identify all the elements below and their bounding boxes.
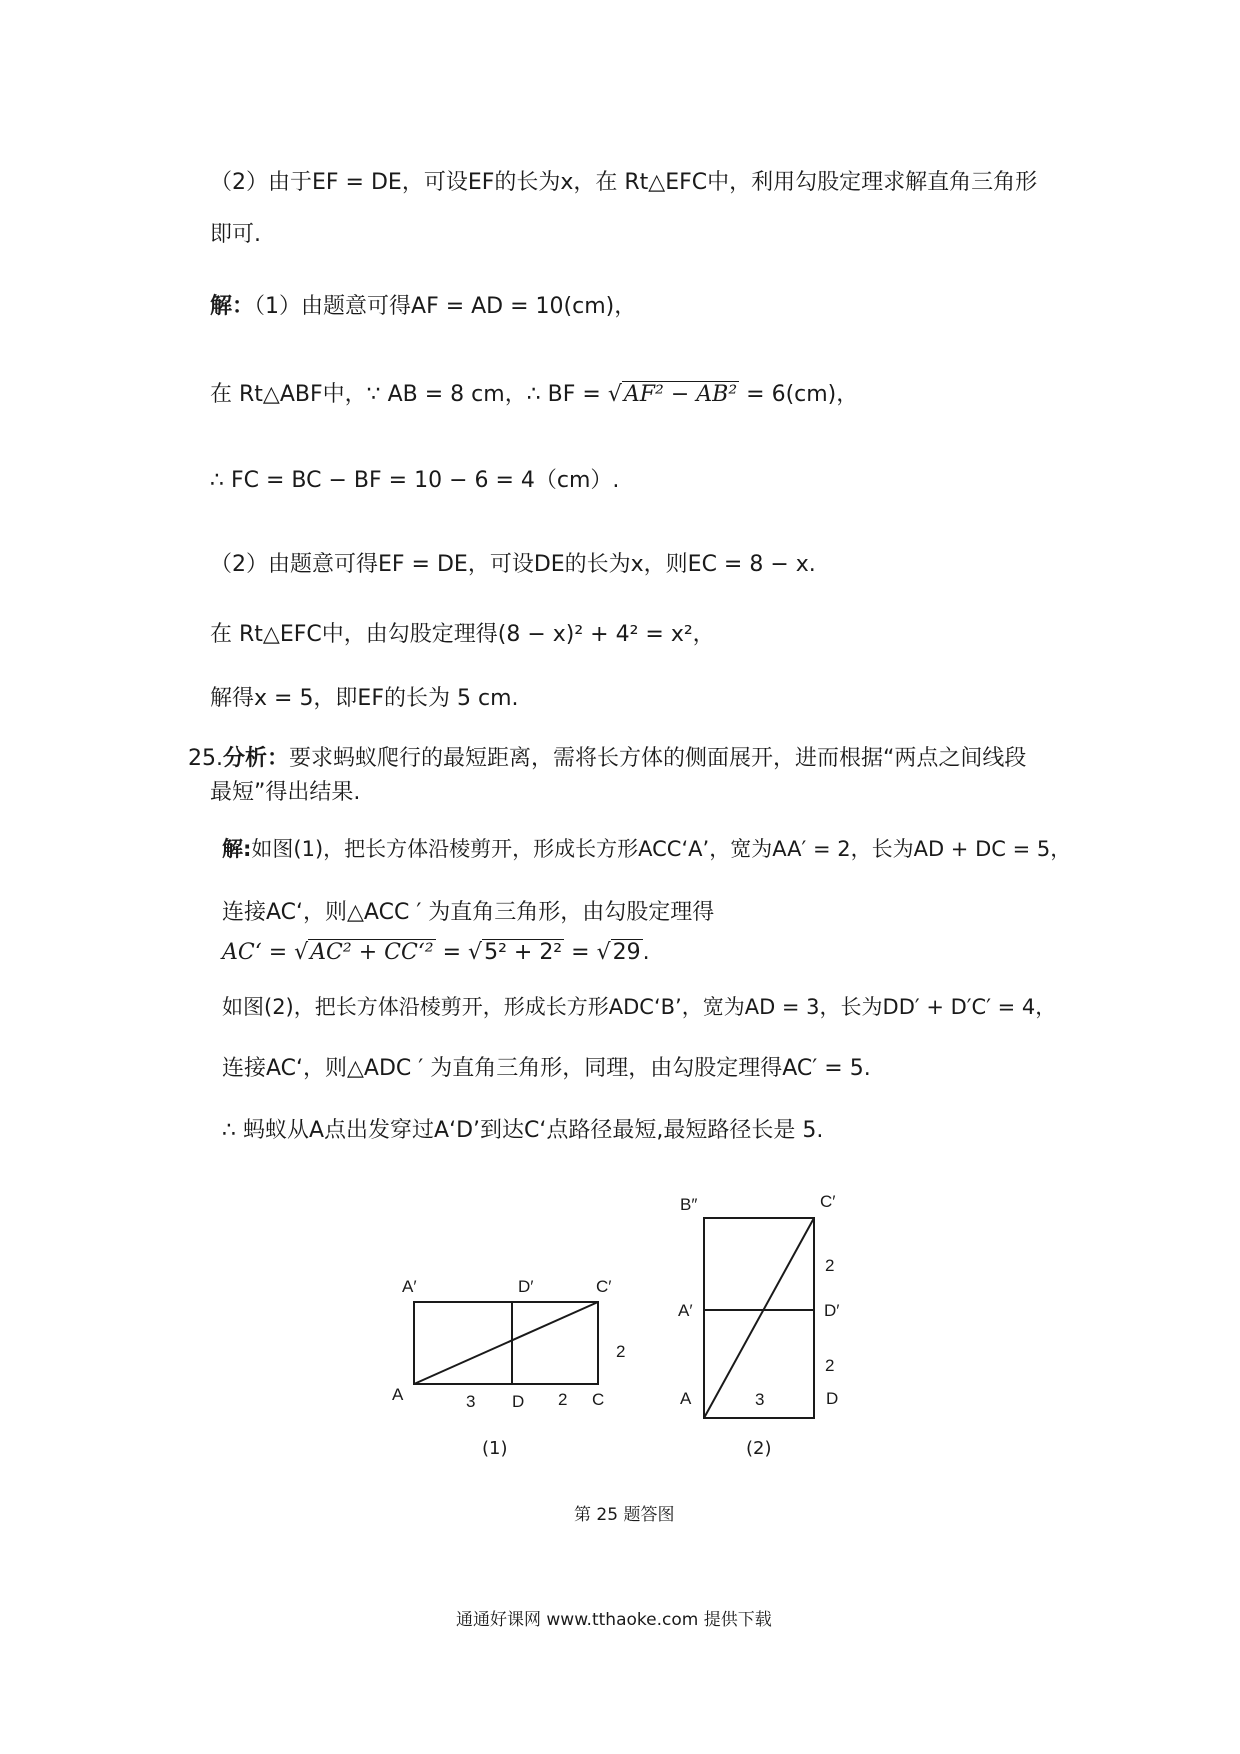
solution-text: （1）由题意可得AF = AD = 10(cm)， [254, 294, 637, 319]
q25-solution-5: 连接AC‘，则△ADC ′ 为直角三角形，同理，由勾股定理得AC′ = 5. [222, 1056, 871, 1081]
figure-1-caption: (1) [482, 1438, 508, 1459]
fig1-length-dc: 2 [558, 1390, 568, 1409]
q25-solution-text: 如图(1)，把长方体沿棱剪开，形成长方形ACC‘A’，宽为AA′ = 2，长为AD + DC = 5， [251, 837, 1072, 861]
fig1-length-cc: 2 [616, 1342, 626, 1361]
step2-text-a: 在 Rt△ABF中，∵ AB = 8 cm，∴ BF = [210, 382, 608, 407]
hint-line-2: 即可. [210, 222, 261, 247]
eq-radicand-3: 29 [612, 940, 641, 965]
solution-step-5: 在 Rt△EFC中，由勾股定理得(8 − x)² + 4² = x²， [210, 622, 715, 647]
fig1-diagonal [414, 1302, 598, 1384]
figure-2 [660, 1180, 880, 1420]
q25-analysis-line-1 [188, 744, 1026, 774]
fig2-diagonal [704, 1218, 814, 1418]
eq-sep-1: = [435, 940, 469, 965]
figure-caption: 第 25 题答图 [574, 1505, 675, 1525]
fig2-length-bottom: 2 [825, 1356, 835, 1375]
figure-2-caption: (2) [746, 1438, 772, 1459]
eq-sep-2: = [564, 940, 597, 965]
page-footer: 通通好课网 www.tthaoke.com 提供下载 [456, 1610, 772, 1630]
q25-solution-1 [222, 834, 1071, 864]
fig2-length-top: 2 [825, 1256, 835, 1275]
solution-step-1 [210, 292, 636, 322]
eq-radicand-2: 5² + 2² [484, 940, 563, 965]
eq-end: . [642, 940, 650, 965]
step2-radicand: AF² − AB² [623, 382, 738, 407]
solution-step-3: ∴ FC = BC − BF = 10 − 6 = 4（cm）. [210, 468, 620, 493]
fig2-label-c-prime: C′ [820, 1192, 836, 1211]
solution-step-4: （2）由题意可得EF = DE，可设DE的长为x，则EC = 8 − x. [210, 552, 816, 577]
question-number: 25. [188, 746, 223, 771]
q25-analysis-line-2: 最短”得出结果. [210, 780, 361, 805]
fig2-label-b: B″ [680, 1195, 698, 1214]
eq-lhs: AC‘ = [222, 940, 295, 965]
fig1-label-d: D [512, 1392, 525, 1411]
fig1-label-a: A [392, 1385, 404, 1404]
fig2-label-a-prime: A′ [678, 1301, 693, 1320]
step2-text-b: = 6(cm)， [739, 382, 859, 407]
solution-step-6: 解得x = 5，即EF的长为 5 cm. [210, 686, 519, 711]
hint-line-1: （2）由于EF = DE，可设EF的长为x，在 Rt△EFC中，利用勾股定理求解直角三角形 [210, 170, 1038, 195]
q25-solution-6: ∴ 蚂蚁从A点出发穿过A‘D’到达C‘点路径最短,最短路径长是 5. [222, 1118, 824, 1143]
fig2-length-ad: 3 [755, 1390, 765, 1409]
fig1-label-a-prime: A′ [402, 1277, 417, 1296]
fig2-label-a: A [680, 1389, 692, 1408]
fig1-label-d-prime: D′ [518, 1277, 534, 1296]
solution-label: 解： [210, 294, 255, 319]
q25-solution-3: AC‘ = √AC² + CC‘² = √5² + 2² = √29. [222, 940, 650, 965]
analysis-label: 分析： [223, 746, 290, 771]
analysis-text: 要求蚂蚁爬行的最短距离，需将长方体的侧面展开，进而根据“两点之间线段 [289, 746, 1027, 771]
q25-solution-2: 连接AC‘，则△ACC ′ 为直角三角形，由勾股定理得 [222, 900, 715, 925]
fig2-label-d-prime: D′ [824, 1301, 840, 1320]
solution-step-2: 在 Rt△ABF中，∵ AB = 8 cm，∴ BF = √AF² − AB² = 6(cm)， [210, 382, 859, 407]
fig2-label-d: D [826, 1389, 839, 1408]
fig1-label-c-prime: C′ [596, 1277, 612, 1296]
eq-radicand-1: AC² + CC‘² [310, 940, 434, 965]
figure-1 [380, 1260, 640, 1440]
q25-solution-4: 如图(2)，把长方体沿棱剪开，形成长方形ADC‘B’，宽为AD = 3，长为DD′ + D′C′ = 4， [222, 995, 1057, 1019]
q25-solution-label: 解: [222, 837, 252, 861]
fig1-length-ad: 3 [466, 1392, 476, 1411]
fig1-label-c: C [592, 1390, 605, 1409]
